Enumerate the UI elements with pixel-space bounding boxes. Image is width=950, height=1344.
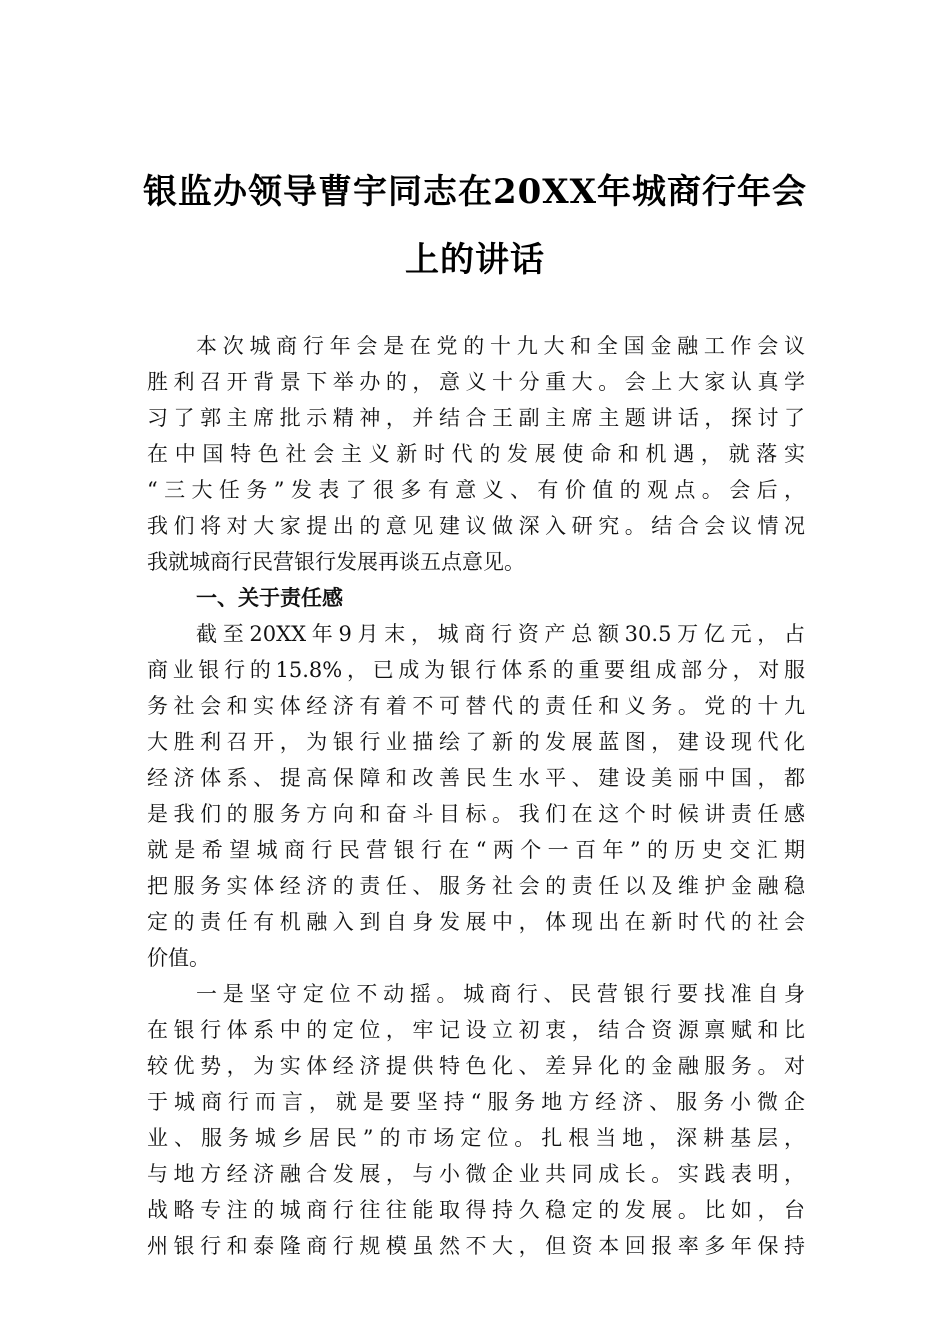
document-title-line-2: 上的讲话 (405, 240, 545, 280)
paragraph-3-line: 州银行和泰隆商行规模虽然不大，但资本回报率多年保持 (147, 1234, 805, 1258)
paragraph-1-line: 胜利召开背景下举办的，意义十分重大。会上大家认真学 (147, 370, 805, 394)
section-heading: 一、关于责任感 (196, 586, 343, 610)
paragraph-1-line: 本次城商行年会是在党的十九大和全国金融工作会议 (196, 334, 805, 358)
paragraph-2-line: 务社会和实体经济有着不可替代的责任和义务。党的十九 (147, 694, 805, 718)
paragraph-3-line: 战略专注的城商行往往能取得持久稳定的发展。比如，台 (147, 1198, 805, 1222)
paragraph-1-line: 习了郭主席批示精神，并结合王副主席主题讲话，探讨了 (147, 406, 805, 430)
paragraph-2-line: 就是希望城商行民营银行在“两个一百年”的历史交汇期 (147, 838, 805, 862)
paragraph-1-line: “三大任务”发表了很多有意义、有价值的观点。会后， (147, 478, 805, 502)
paragraph-2-line: 把服务实体经济的责任、服务社会的责任以及维护金融稳 (147, 874, 805, 898)
paragraph-2-line: 价值。 (147, 946, 210, 970)
paragraph-2-line: 定的责任有机融入到自身发展中，体现出在新时代的社会 (147, 910, 805, 934)
paragraph-2-line: 截至20XX年9月末，城商行资产总额30.5万亿元，占 (196, 622, 805, 646)
paragraph-3-line: 于城商行而言，就是要坚持“服务地方经济、服务小微企 (147, 1090, 805, 1114)
paragraph-3-line: 业、服务城乡居民”的市场定位。扎根当地，深耕基层， (147, 1126, 805, 1150)
paragraph-2-line: 大胜利召开，为银行业描绘了新的发展蓝图，建设现代化 (147, 730, 805, 754)
paragraph-3-line: 一是坚守定位不动摇。城商行、民营银行要找准自身 (196, 982, 805, 1006)
paragraph-3-line: 较优势，为实体经济提供特色化、差异化的金融服务。对 (147, 1054, 805, 1078)
paragraph-1-line: 我就城商行民营银行发展再谈五点意见。 (147, 550, 525, 574)
paragraph-2-line: 商业银行的15.8%，已成为银行体系的重要组成部分，对服 (147, 658, 805, 682)
paragraph-1-line: 我们将对大家提出的意见建议做深入研究。结合会议情况 (147, 514, 805, 538)
paragraph-3-line: 在银行体系中的定位，牢记设立初衷，结合资源禀赋和比 (147, 1018, 805, 1042)
paragraph-2-line: 经济体系、提高保障和改善民生水平、建设美丽中国，都 (147, 766, 805, 790)
paragraph-2-line: 是我们的服务方向和奋斗目标。我们在这个时候讲责任感 (147, 802, 805, 826)
paragraph-1-line: 在中国特色社会主义新时代的发展使命和机遇，就落实 (147, 442, 805, 466)
document-title-line-1: 银监办领导曹宇同志在20XX年城商行年会 (142, 172, 808, 212)
paragraph-3-line: 与地方经济融合发展，与小微企业共同成长。实践表明， (147, 1162, 805, 1186)
